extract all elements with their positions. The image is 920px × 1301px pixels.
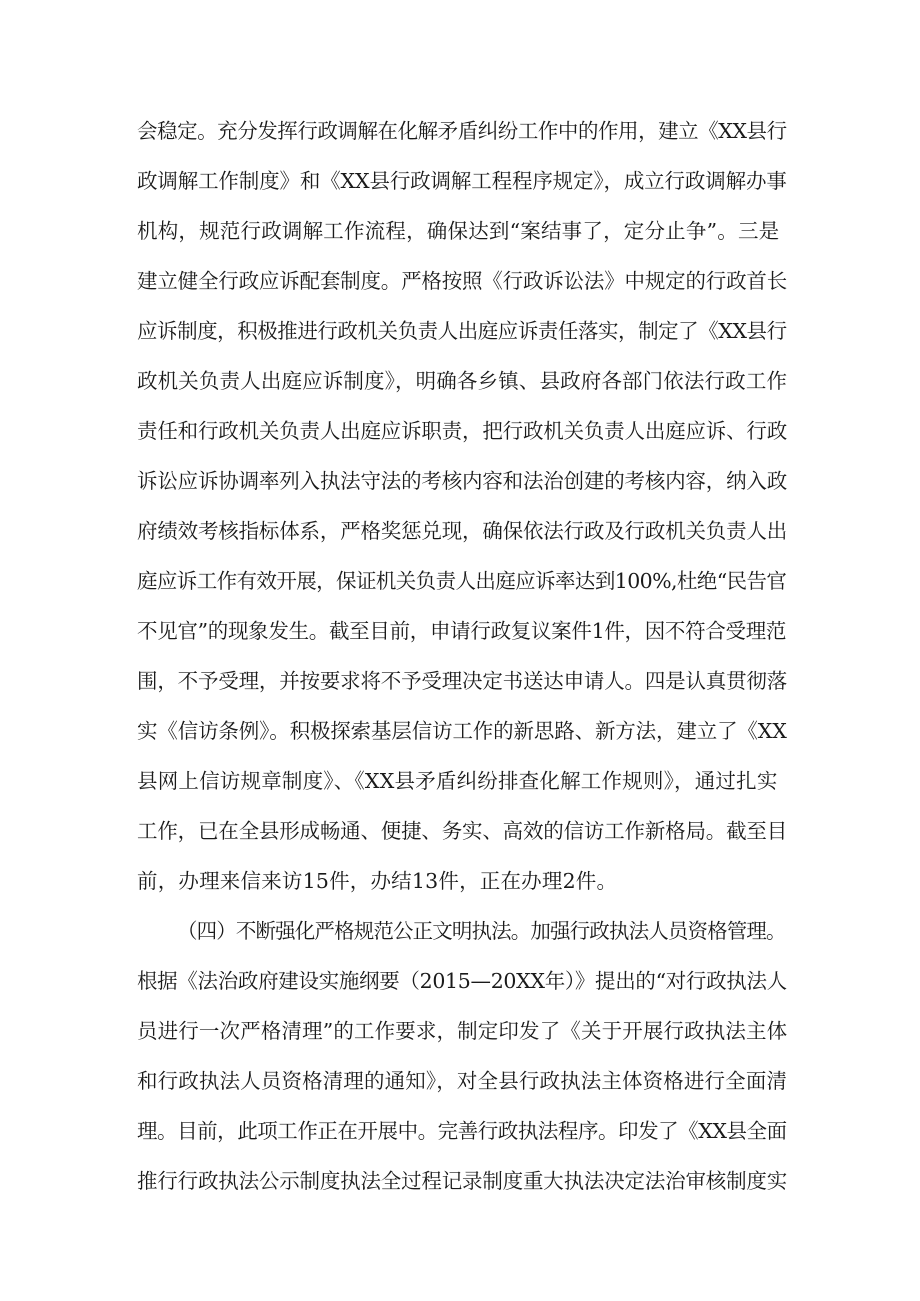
text-line: 政机关负责人出庭应诉制度》，明确各乡镇、县政府各部门依法行政工作	[137, 369, 788, 393]
text-line: 推行行政执法公示制度执法全过程记录制度重大执法决定法治审核制度实	[137, 1169, 788, 1193]
text-line: 诉讼应诉协调率列入执法守法的考核内容和法治创建的考核内容，纳入政	[137, 469, 788, 493]
text-line: 庭应诉工作有效开展，保证机关负责人出庭应诉率达到100%,杜绝“民告官	[137, 569, 787, 593]
text-line: 工作，已在全县形成畅通、便捷、务实、高效的信访工作新格局。截至目	[137, 819, 788, 843]
text-line: 会稳定。充分发挥行政调解在化解矛盾纠纷工作中的作用，建立《XX县行	[137, 119, 787, 143]
text-line: 理。目前，此项工作正在开展中。完善行政执法程序。印发了《XX县全面	[137, 1119, 787, 1143]
text-line: 政调解工作制度》和《XX县行政调解工程程序规定》，成立行政调解办事	[137, 169, 787, 193]
text-line: 员进行一次严格清理”的工作要求，制定印发了《关于开展行政执法主体	[137, 1019, 788, 1043]
section-heading-line: （四）不断强化严格规范公正文明执法。加强行政执法人员资格管理。	[177, 919, 786, 943]
text-line: 前，办理来信来访15件，办结13件，正在办理2件。	[137, 869, 618, 893]
text-line: 应诉制度，积极推进行政机关负责人出庭应诉责任落实，制定了《XX县行	[137, 319, 787, 343]
text-line: 县网上信访规章制度》、《XX县矛盾纠纷排查化解工作规则》，通过扎实	[137, 769, 778, 793]
text-line: 实《信访条例》。积极探索基层信访工作的新思路、新方法，建立了《XX	[137, 719, 787, 743]
text-line: 府绩效考核指标体系，严格奖惩兑现，确保依法行政及行政机关负责人出	[137, 519, 788, 543]
text-line: 和行政执法人员资格清理的通知》，对全县行政执法主体资格进行全面清	[137, 1069, 788, 1093]
text-line: 根据《法治政府建设实施纲要（2015—20XX年）》提出的“对行政执法人	[137, 969, 787, 993]
text-line: 围，不予受理，并按要求将不予受理决定书送达申请人。四是认真贯彻落	[137, 669, 788, 693]
text-line: 机构，规范行政调解工作流程，确保达到“案结事了，定分止争”。三是	[137, 219, 780, 243]
text-line: 不见官”的现象发生。截至目前，申请行政复议案件1件，因不符合受理范	[137, 619, 787, 643]
text-line: 建立健全行政应诉配套制度。严格按照《行政诉讼法》中规定的行政首长	[137, 269, 788, 293]
text-line: 责任和行政机关负责人出庭应诉职责，把行政机关负责人出庭应诉、行政	[137, 419, 788, 443]
